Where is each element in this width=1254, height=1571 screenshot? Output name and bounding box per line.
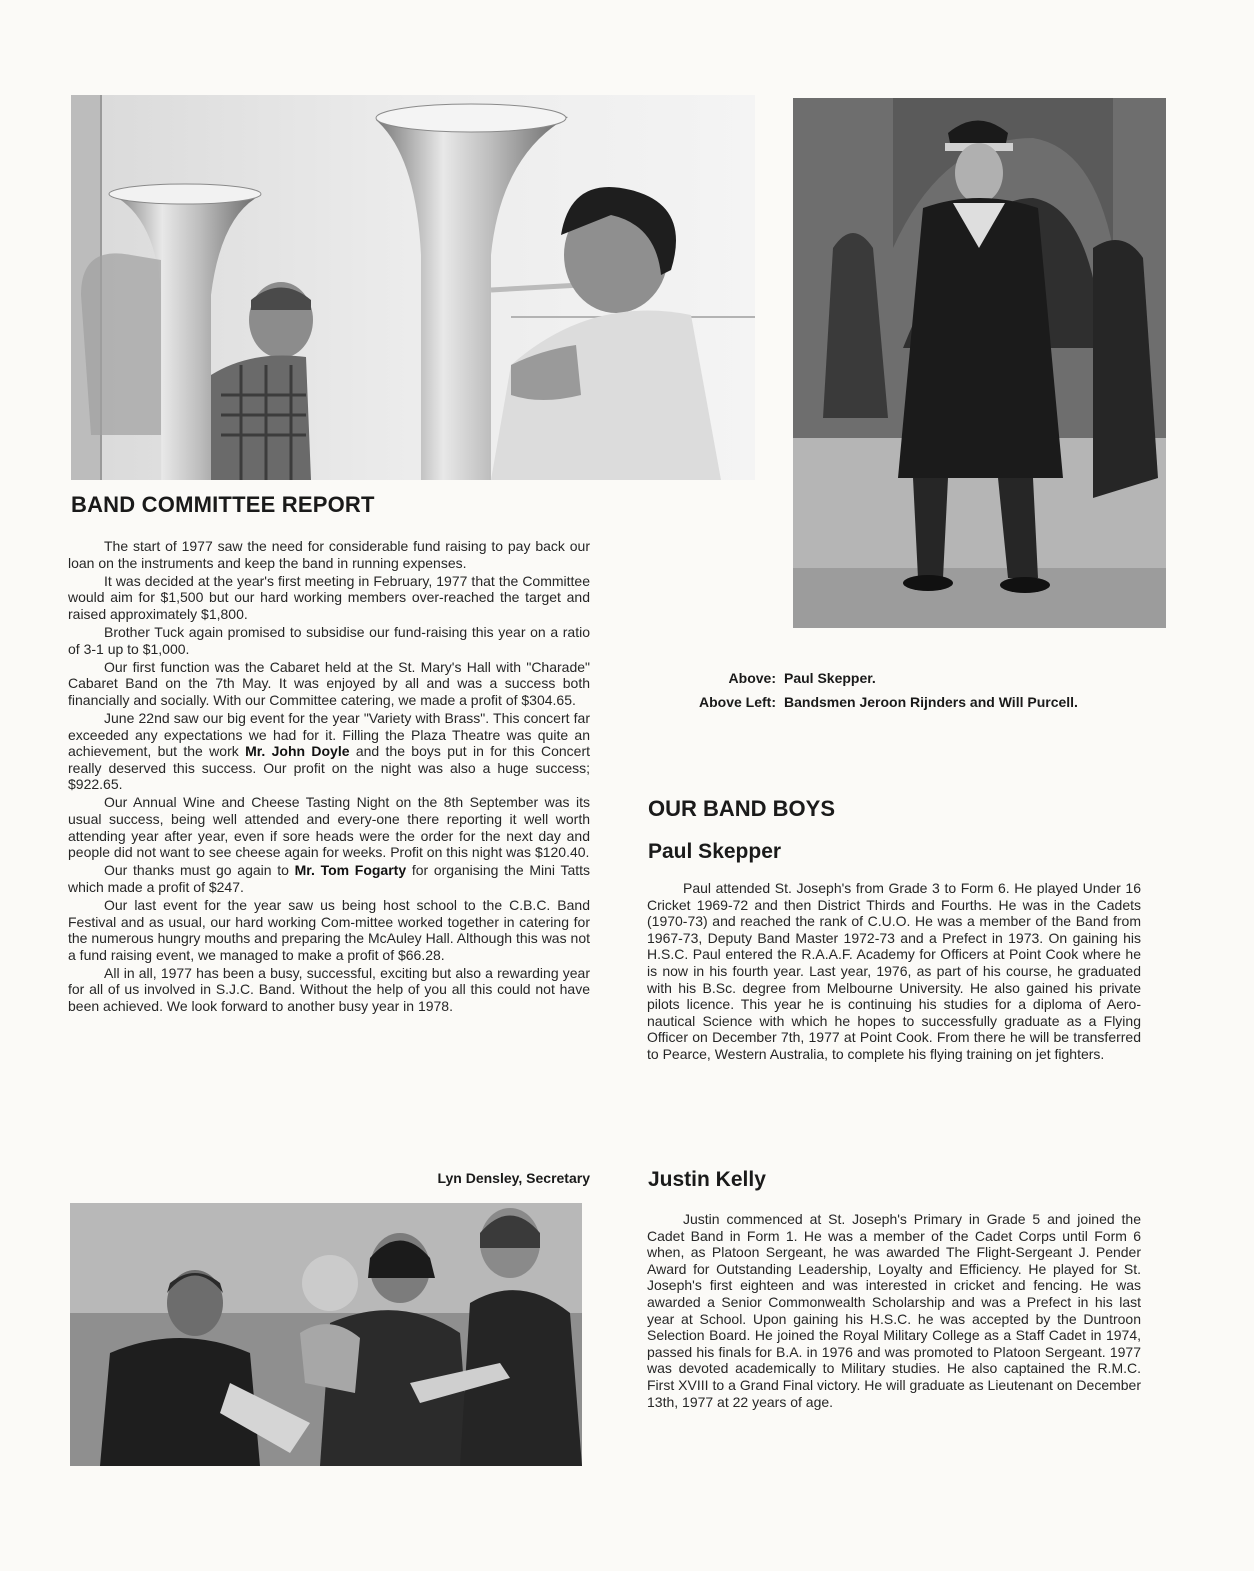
band-text: June 22nd saw our big event for the year "Variety with Brass". This concert far exceeded any expectations we had for it. Filling the Plaza Theatre was quite an achievement, but the work [68, 709, 590, 760]
caption-above [660, 670, 1160, 694]
justin-kelly-body [647, 1211, 1141, 1410]
paul-skepper-heading: Paul Skepper [648, 840, 782, 863]
caption-above-left [660, 694, 1160, 718]
band-committee-body [68, 538, 590, 1016]
band-paragraph: It was decided at the year's first meeting in February, 1977 that the Committee would aim for $1,500 but our hard working members over-reached the target and raised approximately $1,800. [68, 572, 590, 622]
report-signature: Lyn Densley, Secretary [437, 1170, 590, 1186]
kelly-paragraph: Justin commenced at St. Joseph's Primary in Grade 5 and joined the Cadet Band in Form 1. He was a member of the Cadet Corps until Form 6 when, as Platoon Sergeant, he was awarded The Flight-Sergeant J. Pender Award for Outstanding Leadership, Loyalty and Efficiency. He played for St. Joseph's first eighteen and was interested in cricket and fencing. He was awarded a Senior Commonwealth Scholarship and was a Prefect in his last year at School. Upon gaining his H.S.C. he was accepted by the Duntroon Selection Board. He joined the Royal Military College as a Staff Cadet in 1974, passed his finals for B.A. in 1976 and was promoted to Platoon Sergeant. 1977 was devoted academically to Military studies. He also captained the R.M.C. First XVIII to a Grand Final victory. He will graduate as Lieutenant on December 13th, 1977 at 22 years of age. [647, 1211, 1141, 1410]
john-doyle-name: Mr. John Doyle [245, 743, 350, 760]
band-text: and the boys put in for this Concert really deserved this success. Our profit on the night was also a huge success; $922.65. [68, 743, 591, 793]
band-committee-heading: BAND COMMITTEE REPORT [71, 492, 375, 517]
tom-fogarty-name: Mr. Tom Fogarty [294, 862, 407, 879]
justin-kelly-heading: Justin Kelly [648, 1168, 766, 1191]
caption-text: Paul Skepper. [784, 670, 876, 686]
paul-skepper-body [647, 880, 1141, 1063]
band-text: for organising the Mini Tatts which made a profit of $247. [68, 862, 591, 895]
band-paragraph [68, 862, 590, 895]
band-paragraph: The start of 1977 saw the need for considerable fund raising to pay back our loan on the instruments and keep the band in running expenses. [68, 538, 590, 571]
band-rehearsal-photo [70, 1203, 582, 1466]
photo-captions [660, 670, 1160, 718]
skepper-paragraph: Paul attended St. Joseph's from Grade 3 to Form 6. He played Under 16 Cricket 1969-72 and then District Thirds and Fourths. He was in the Cadets (1970-73) and reached the rank of C.U.O. He was a member of the Band from 1967-73, Deputy Band Master 1972-73 and a Prefect in 1973. On gaining his H.S.C. Paul entered the R.A.A.F. Academy for Officers at Point Cook where he is now in his fourth year. Last year, 1976, as part of his course, he graduated with his B.Sc. degree from Melbourne University. He also gained his private pilots licence. This year he is continuing his studies for a diploma of Aero-nautical Science with which he hopes to successfully graduate as a Flying Officer on December 7th, 1977 at Point Cook. From there he will be transferred to Pearce, Western Australia, to complete his flying training on jet fighters. [647, 880, 1141, 1062]
band-boys-heading: OUR BAND BOYS [648, 796, 836, 821]
caption-text: Bandsmen Jeroon Rijnders and Will Purcell. [784, 694, 1078, 710]
band-paragraph: All in all, 1977 has been a busy, successful, exciting but also a rewarding year for all of us involved in S.J.C. Band. Without the help of you all this could not have been achieved. We look forward to another busy year in 1978. [68, 964, 590, 1015]
band-paragraph: Our Annual Wine and Cheese Tasting Night on the 8th September was its usual success, being well attended and every-one there reporting it well worth attending year after year, even if sore heads were the order for the next day and people did not want to see cheese again for weeks. Profit on this night was $120.40. [68, 794, 590, 861]
band-paragraph: Our last event for the year saw us being host school to the C.B.C. Band Festival and as usual, our hard working Com-mittee worked together in catering for the numerous hungry mouths and preparing the McAuley Hall. Although this was not a fund raising event, we managed to make a profit of $66.28. [68, 896, 590, 963]
paul-skepper-portrait-photo [793, 98, 1166, 628]
band-text: Our thanks must go again to [104, 862, 295, 879]
band-paragraph: Brother Tuck again promised to subsidise our fund-raising this year on a ratio of 3-1 up to $1,000. [68, 623, 590, 657]
band-paragraph [68, 710, 590, 793]
band-paragraph: Our first function was the Cabaret held at the St. Mary's Hall with "Charade" Cabaret Band on the 7th May. It was enjoyed by all and was a success both financially and socially. With our Committee catering, we made a profit of $304.65. [68, 658, 590, 708]
bandsmen-tuba-photo [71, 95, 755, 480]
caption-label: Above: [728, 670, 776, 686]
caption-label: Above Left: [699, 694, 776, 710]
